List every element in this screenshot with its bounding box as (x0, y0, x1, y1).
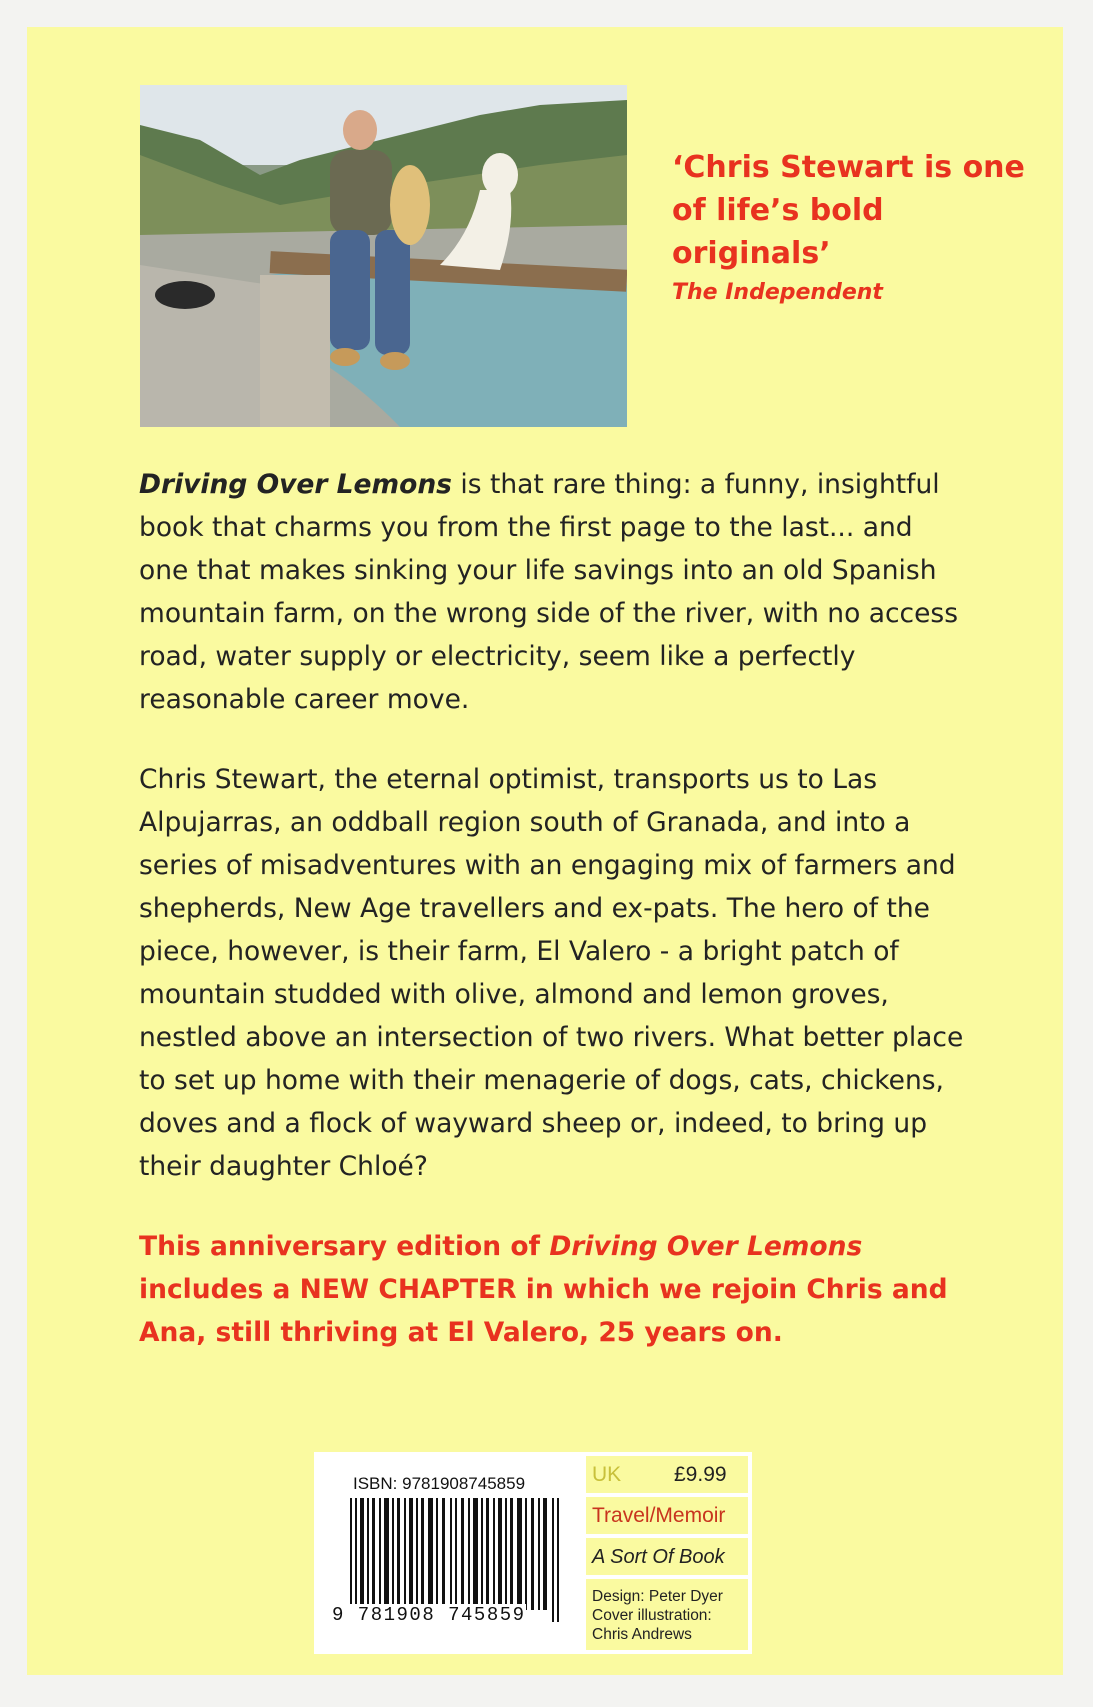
barcode-box (314, 1452, 582, 1654)
credits-row (586, 1579, 748, 1650)
anniversary-note-b: includes a NEW CHAPTER in which we rejoin Chris and Ana, still thriving at El Valero, 25 years on. (139, 1274, 948, 1348)
blurb-paragraph-1-text: is that rare thing: a funny, insightful book that charms you from the first page to the last... and one that makes sinking your life savings into an old Spanish mountain farm, on the wrong side of the river, with no access road, water supply or electricity, seem like a perfectly reasonable career move. (139, 469, 959, 715)
blurb-paragraph-2: Chris Stewart, the eternal optimist, transports us to Las Alpujarras, an oddball region south of Granada, and into a series of misadventures with an engaging mix of farmers and shepherds, New Age travellers and ex-pats. The hero of the piece, however, is their farm, El Valero - a bright patch of mountain studded with olive, almond and lemon groves, nestled above an intersection of two rivers. What better place to set up home with their menagerie of dogs, cats, chickens, doves and a flock of wayward sheep or, indeed, to bring up their daughter Chloé? (139, 764, 964, 1182)
quote-text: ‘Chris Stewart is one of life’s bold originals’ (672, 150, 1025, 271)
price-row (586, 1456, 748, 1493)
category: Travel/Memoir (592, 1504, 726, 1527)
anniversary-note-a: This anniversary edition of (139, 1231, 550, 1262)
anniversary-note (139, 1225, 969, 1354)
publisher: A Sort Of Book (592, 1546, 725, 1568)
book-title: Driving Over Lemons (139, 469, 452, 500)
quote-source: The Independent (672, 280, 883, 305)
review-quote (672, 146, 1032, 311)
author-photo (140, 85, 627, 427)
credits: Design: Peter Dyer Cover illustration: Chris Andrews (592, 1588, 723, 1643)
region-label: UK (592, 1463, 622, 1486)
category-row (586, 1497, 748, 1534)
blurb-paragraph-1 (139, 463, 969, 721)
publisher-row (586, 1538, 748, 1575)
isbn-label: ISBN: 9781908745859 (353, 1474, 526, 1493)
info-box (582, 1452, 752, 1654)
barcode-digits: 9 781908 745859 (332, 1604, 526, 1626)
price: £9.99 (674, 1463, 727, 1486)
anniversary-book-title: Driving Over Lemons (549, 1231, 863, 1262)
